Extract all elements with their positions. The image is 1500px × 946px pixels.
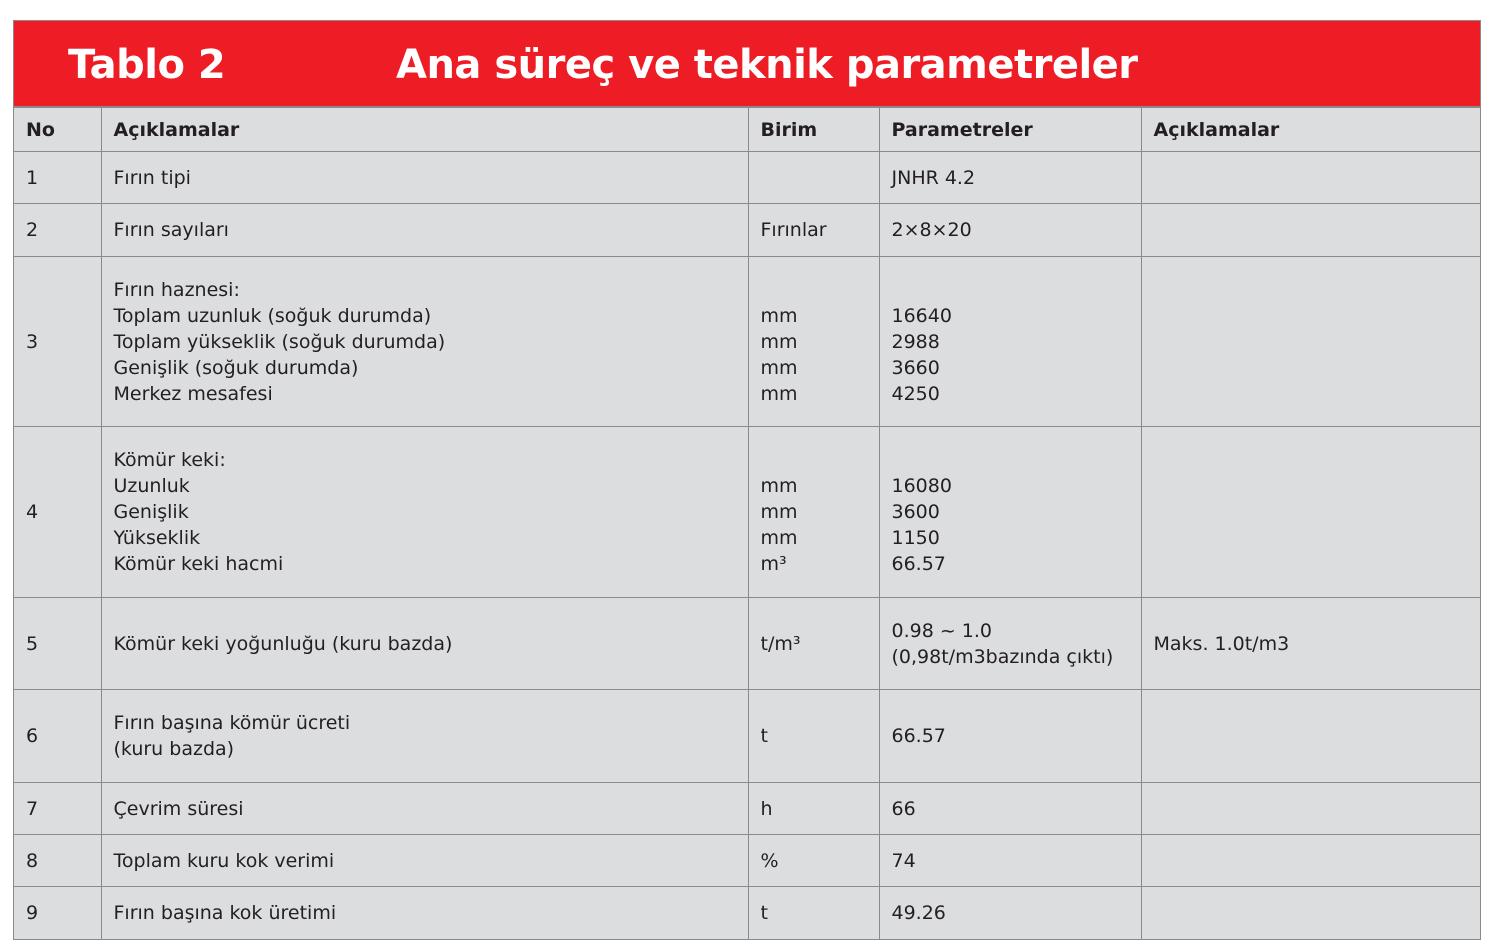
cell-line: mm <box>760 330 798 353</box>
cell-line <box>1154 723 1481 749</box>
note-cell <box>1141 887 1480 940</box>
unit-cell <box>748 887 879 940</box>
cell-line: (kuru bazda) <box>113 738 235 760</box>
row-number-cell: 4 <box>14 427 101 598</box>
table-row <box>14 427 1480 598</box>
cell-line: Kömür keki: <box>113 449 226 471</box>
note-cell <box>1141 835 1480 887</box>
cell-line <box>1154 848 1481 874</box>
table-row <box>14 152 1480 204</box>
unit-cell <box>748 427 879 598</box>
cell-line: Merkez mesafesi <box>113 382 273 405</box>
table-row <box>14 690 1480 783</box>
cell-line: Fırın başına kömür ücreti <box>113 712 351 734</box>
unit-cell <box>748 835 879 887</box>
parameter-cell <box>879 887 1141 940</box>
cell-line: m³ <box>760 553 787 575</box>
table-number: Tablo 2 <box>68 42 226 88</box>
cell-line: Kömür keki hacmi <box>113 553 284 575</box>
cell-line: mm <box>760 475 798 497</box>
note-cell <box>1141 427 1480 598</box>
cell-line: Maks. 1.0t/m3 <box>1153 632 1290 655</box>
note-cell <box>1141 204 1480 257</box>
unit-cell <box>748 783 879 835</box>
parameter-cell <box>879 427 1141 598</box>
row-number-cell: 9 <box>14 887 101 940</box>
parameter-cell <box>879 690 1141 783</box>
note-cell <box>1141 783 1480 835</box>
table-row <box>14 598 1480 690</box>
table-row <box>14 783 1480 835</box>
table-title: Ana süreç ve teknik parametreler <box>396 42 1138 88</box>
cell-line: 2988 <box>891 330 940 353</box>
note-cell <box>1141 152 1480 204</box>
cell-line: t <box>760 725 768 747</box>
unit-cell <box>748 690 879 783</box>
cell-line <box>892 277 1141 303</box>
cell-line: 1150 <box>891 527 940 549</box>
cell-line <box>761 165 879 191</box>
cell-line <box>1154 165 1481 191</box>
description-cell <box>101 598 748 690</box>
cell-line: Fırın haznesi: <box>113 278 240 301</box>
cell-line <box>761 277 879 303</box>
cell-line: t <box>760 902 768 925</box>
cell-line: Fırınlar <box>760 219 827 241</box>
cell-line: 74 <box>891 849 916 872</box>
table-row <box>14 887 1480 940</box>
parameter-cell <box>879 257 1141 427</box>
description-cell <box>101 152 748 204</box>
cell-line: Toplam yükseklik (soğuk durumda) <box>113 330 446 353</box>
parameter-cell <box>879 204 1141 257</box>
cell-line <box>1154 329 1481 355</box>
cell-line <box>1154 900 1481 926</box>
row-number-cell: 6 <box>14 690 101 783</box>
cell-line: Uzunluk <box>113 475 190 497</box>
cell-line: mm <box>760 501 798 523</box>
table-banner <box>14 21 1480 107</box>
cell-line: 66.57 <box>891 725 946 747</box>
note-cell <box>1141 257 1480 427</box>
cell-line: JNHR 4.2 <box>891 166 976 189</box>
table-row <box>14 204 1480 257</box>
cell-line <box>1154 499 1481 525</box>
cell-line: 2×8×20 <box>891 219 972 241</box>
header-description: Açıklamalar <box>101 108 748 152</box>
cell-line: 16080 <box>891 475 952 497</box>
cell-line: 3600 <box>891 501 940 523</box>
cell-line: 4250 <box>891 382 940 405</box>
cell-line: mm <box>760 527 798 549</box>
note-cell <box>1141 690 1480 783</box>
description-cell <box>101 690 748 783</box>
header-unit: Birim <box>748 108 879 152</box>
cell-line <box>1154 796 1481 822</box>
parameters-table <box>14 107 1480 940</box>
description-cell <box>101 204 748 257</box>
description-cell <box>101 257 748 427</box>
parameter-cell <box>879 152 1141 204</box>
cell-line: 3660 <box>891 356 940 379</box>
row-number-cell: 8 <box>14 835 101 887</box>
cell-line: Toplam uzunluk (soğuk durumda) <box>113 304 432 327</box>
cell-line: % <box>760 849 779 872</box>
cell-line: 0.98 ~ 1.0 <box>891 619 993 642</box>
unit-cell <box>748 204 879 257</box>
cell-line: h <box>760 797 773 820</box>
header-row <box>14 108 1480 152</box>
cell-line: Genişlik <box>113 501 189 523</box>
cell-line <box>761 447 879 473</box>
cell-line: t/m³ <box>760 632 801 655</box>
cell-line: mm <box>760 304 798 327</box>
table-body <box>14 152 1480 940</box>
table-frame <box>13 20 1481 940</box>
cell-line: Genişlik (soğuk durumda) <box>113 356 359 379</box>
row-number-cell: 3 <box>14 257 101 427</box>
table-row <box>14 835 1480 887</box>
header-no: No <box>14 108 101 152</box>
cell-line: Çevrim süresi <box>113 797 244 820</box>
unit-cell <box>748 152 879 204</box>
unit-cell <box>748 257 879 427</box>
cell-line: Toplam kuru kok verimi <box>113 849 335 872</box>
cell-line: 66 <box>891 797 916 820</box>
row-number-cell: 2 <box>14 204 101 257</box>
row-number-cell: 1 <box>14 152 101 204</box>
parameter-cell <box>879 598 1141 690</box>
cell-line: Kömür keki yoğunluğu (kuru bazda) <box>113 632 453 655</box>
cell-line <box>892 447 1141 473</box>
description-cell <box>101 887 748 940</box>
row-number-cell: 5 <box>14 598 101 690</box>
parameter-cell <box>879 835 1141 887</box>
description-cell <box>101 835 748 887</box>
cell-line: Fırın tipi <box>113 166 191 189</box>
cell-line: 66.57 <box>891 553 946 575</box>
cell-line: 49.26 <box>891 902 946 925</box>
cell-line: Yükseklik <box>113 527 201 549</box>
cell-line: Fırın sayıları <box>113 219 229 241</box>
unit-cell <box>748 598 879 690</box>
header-parameters: Parametreler <box>879 108 1141 152</box>
cell-line: (0,98t/m3bazında çıktı) <box>891 645 1114 668</box>
description-cell <box>101 783 748 835</box>
cell-line: 16640 <box>891 304 952 327</box>
cell-line: mm <box>760 382 798 405</box>
cell-line <box>1154 217 1481 243</box>
cell-line: mm <box>760 356 798 379</box>
description-cell <box>101 427 748 598</box>
cell-line: Fırın başına kok üretimi <box>113 902 337 925</box>
table-row <box>14 257 1480 427</box>
header-notes: Açıklamalar <box>1141 108 1480 152</box>
note-cell <box>1141 598 1480 690</box>
row-number-cell: 7 <box>14 783 101 835</box>
parameter-cell <box>879 783 1141 835</box>
